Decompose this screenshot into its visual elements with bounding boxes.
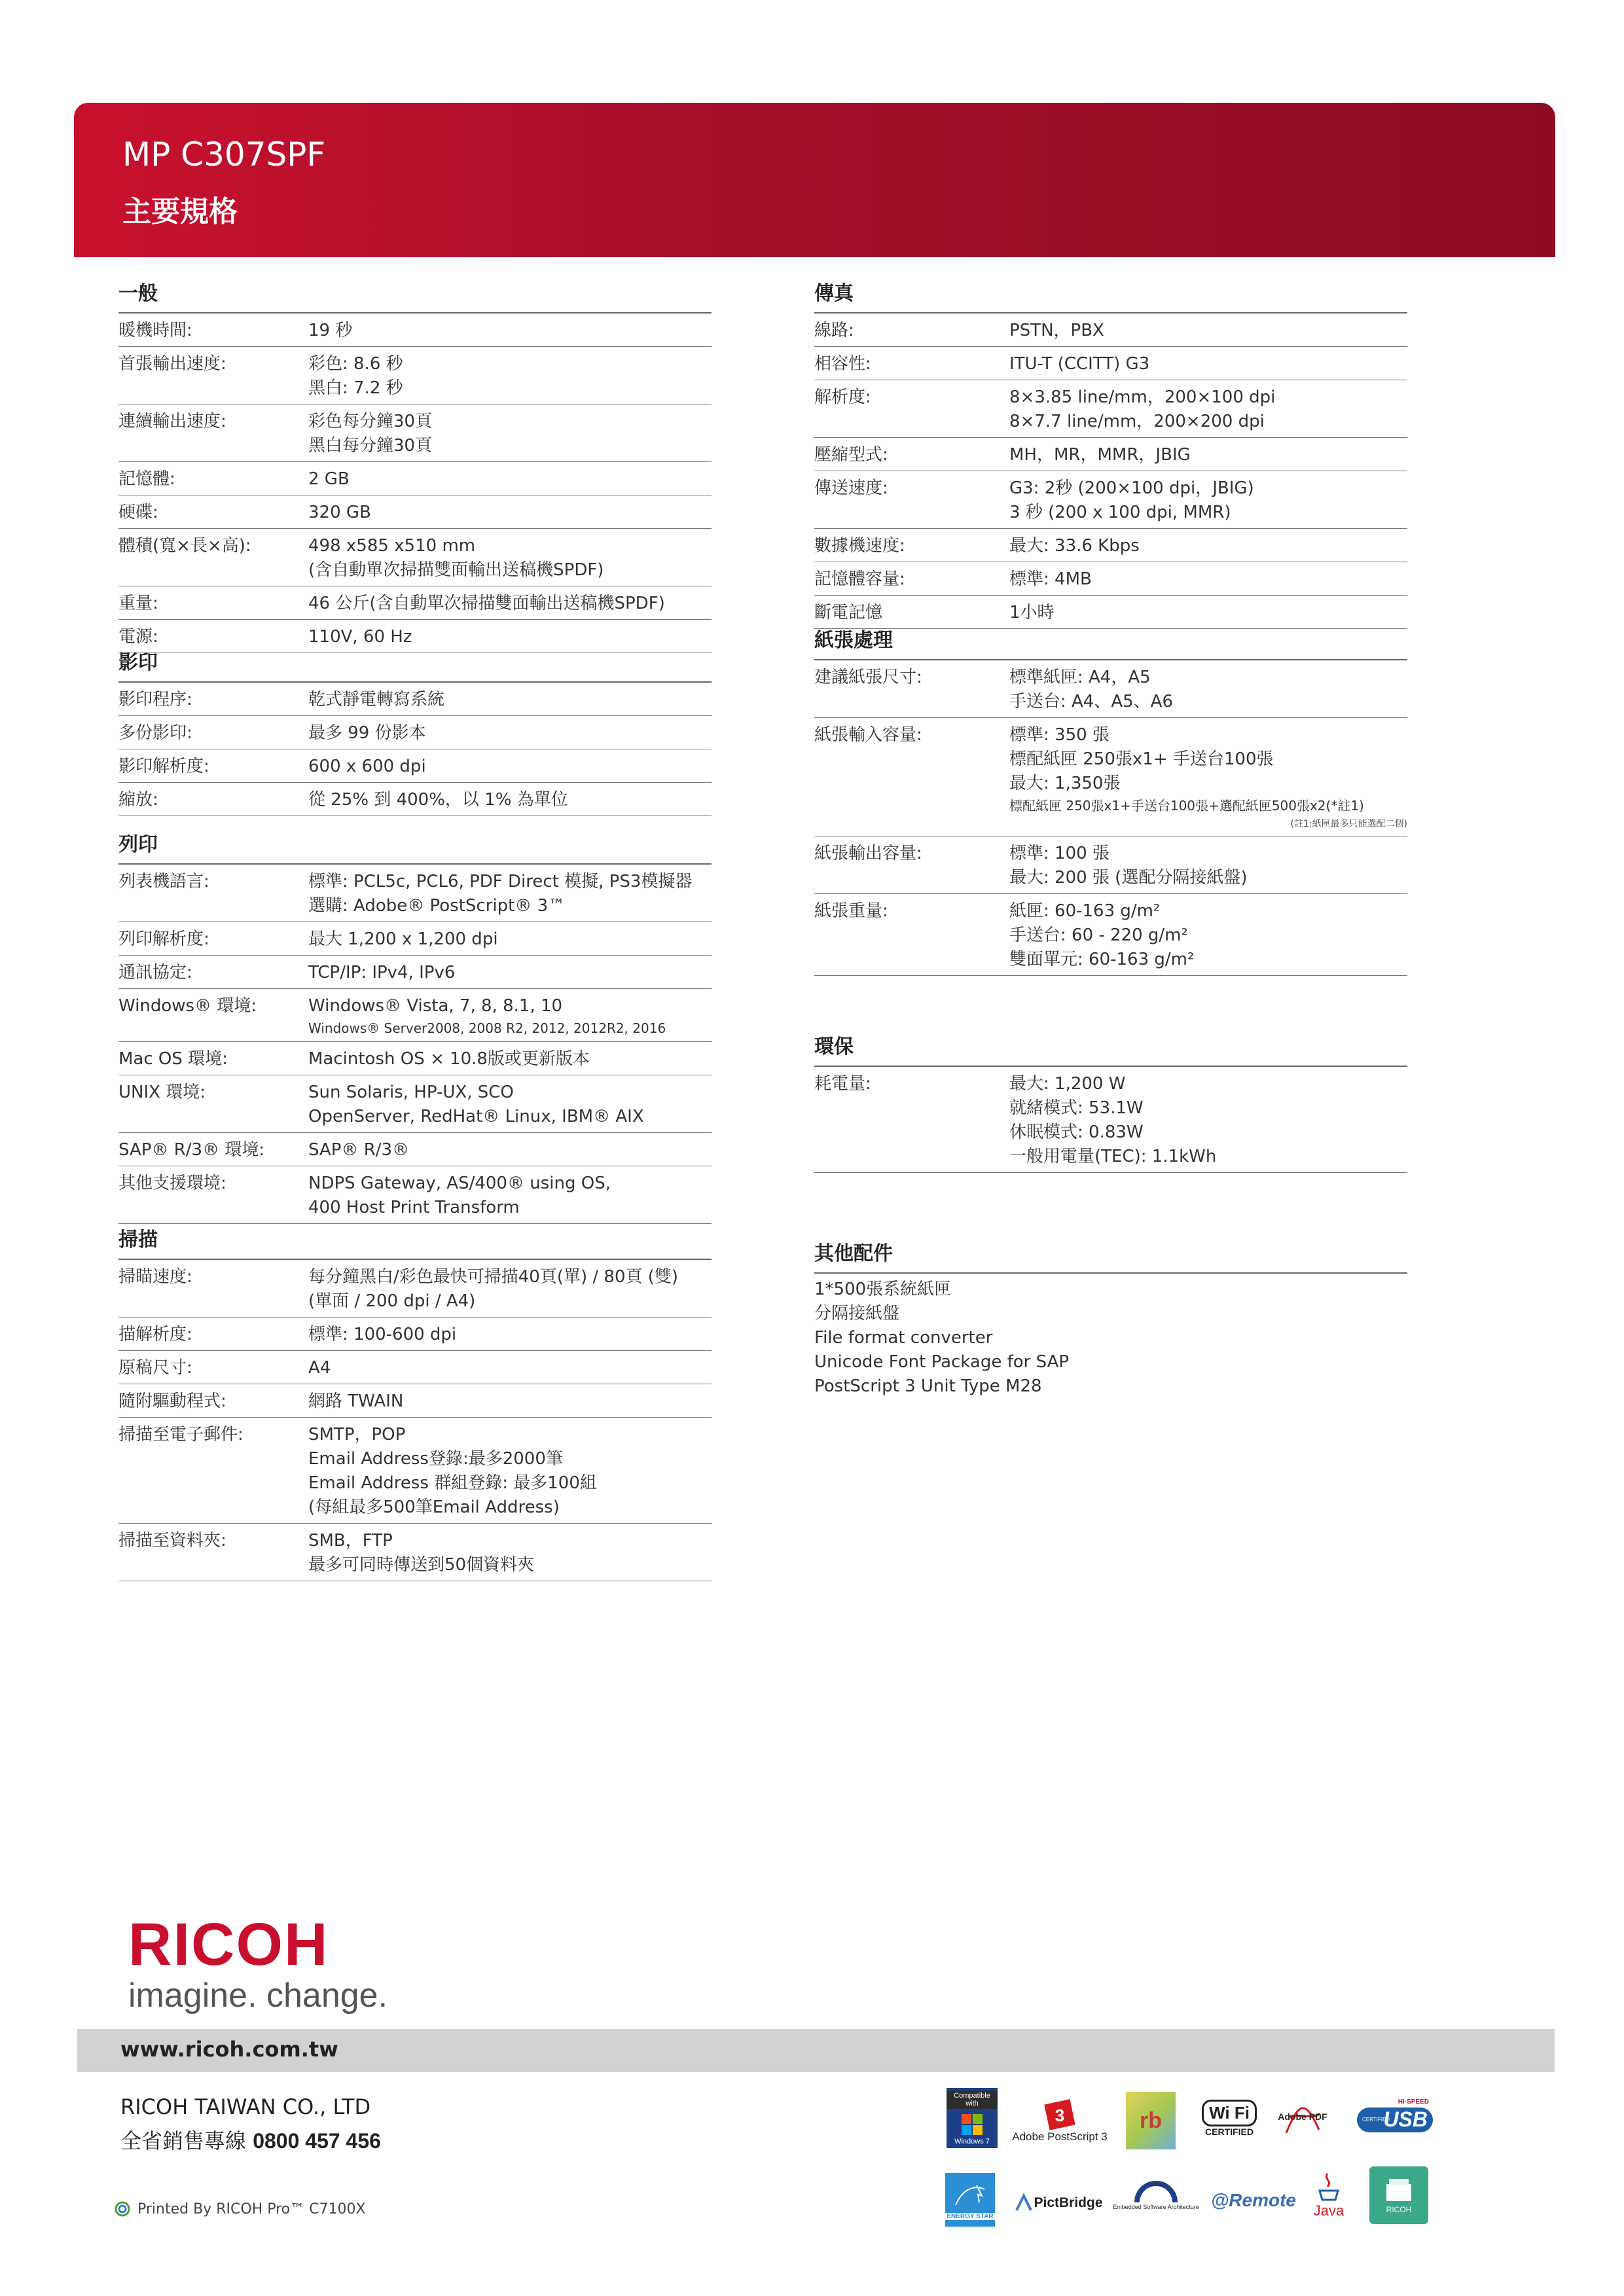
spec-label: 描解析度: <box>118 1325 192 1344</box>
spec-value: 最多 99 份影本 <box>308 723 426 743</box>
spec-values <box>1009 1072 1407 1169</box>
spec-value: 休眠模式: 0.83W <box>1009 1122 1144 1142</box>
spec-row <box>814 660 1407 718</box>
spec-row <box>118 683 712 716</box>
spec-row <box>118 314 712 347</box>
brand-wordmark: RICOH <box>128 1911 329 1978</box>
spec-row <box>118 716 712 749</box>
spec-value: Windows® Vista, 7, 8, 8.1, 10 <box>308 996 563 1016</box>
spec-values <box>308 755 712 779</box>
spec-label: Windows® 環境: <box>118 996 257 1016</box>
spec-row <box>118 749 712 783</box>
ricoh-logo <box>128 1911 388 2015</box>
hi-speed-usb-logo: HI-SPEED CERTIFIED USB <box>1357 2098 1433 2139</box>
spec-value: 最大: 33.6 Kbps <box>1009 536 1140 556</box>
at-remote-logo: @Remote <box>1211 2190 1296 2210</box>
svg-text:3: 3 <box>1055 2106 1065 2125</box>
spec-row <box>118 956 712 989</box>
spec-values <box>1009 601 1407 625</box>
spec-row <box>814 894 1407 976</box>
spec-label: 線路: <box>814 321 854 340</box>
spec-row <box>118 1166 712 1224</box>
spec-value: (每組最多500筆Email Address) <box>308 1498 560 1517</box>
spec-row <box>814 347 1407 380</box>
spec-value: ITU-T (CCITT) G3 <box>1009 354 1150 374</box>
spec-label: 首張輸出速度: <box>118 354 226 374</box>
spec-value: OpenServer, RedHat® Linux, IBM® AIX <box>308 1107 644 1126</box>
company-name: RICOH TAIWAN CO., LTD <box>120 2094 371 2119</box>
spec-row <box>118 1075 712 1133</box>
spec-value: 標準: 100 張 <box>1009 844 1110 863</box>
section-scan <box>118 1223 712 1581</box>
spec-row <box>814 438 1407 471</box>
spec-label: UNIX 環境: <box>118 1083 206 1102</box>
spec-label: 通訊協定: <box>118 963 192 982</box>
spec-row <box>118 1133 712 1166</box>
spec-value: 498 x585 x510 mm <box>308 536 476 556</box>
java-logo: Java <box>1310 2165 1347 2225</box>
spec-values <box>308 1323 712 1347</box>
spec-label: 掃描至電子郵件: <box>118 1425 244 1444</box>
spec-values <box>308 1529 712 1577</box>
spec-value: 紙匣: 60-163 g/m² <box>1009 901 1161 921</box>
spec-row <box>118 922 712 956</box>
printed-by-text: Printed By RICOH Pro™ C7100X <box>137 2200 366 2217</box>
section-general <box>118 277 712 653</box>
spec-row <box>814 529 1407 562</box>
spec-label: 電源: <box>118 627 158 647</box>
spec-row <box>118 586 712 620</box>
spec-value: 彩色每分鐘30頁 <box>308 412 433 431</box>
options-list <box>814 1274 1407 1399</box>
spec-value: 選購: Adobe® PostScript® 3™ <box>308 896 566 916</box>
spec-value: 2 GB <box>308 469 350 489</box>
spec-value: 3 秒 (200 x 100 dpi, MMR) <box>1009 503 1231 522</box>
spec-row <box>814 314 1407 347</box>
spec-value: PSTN，PBX <box>1009 321 1104 340</box>
brand-tagline: imagine. change. <box>128 1977 388 2015</box>
model-name: MP C307SPF <box>122 135 326 173</box>
spec-values <box>308 534 712 583</box>
spec-value: 46 公斤(含自動單次掃描雙面輸出送稿機SPDF) <box>308 594 665 613</box>
spec-label: 重量: <box>118 594 158 613</box>
spec-value: 最大: 1,200 W <box>1009 1074 1126 1094</box>
spec-values <box>1009 443 1407 467</box>
spec-value: 320 GB <box>308 503 371 522</box>
spec-row <box>118 529 712 586</box>
spec-row <box>118 989 712 1042</box>
spec-value: 最大 1,200 x 1,200 dpi <box>308 929 498 949</box>
section-title: 一般 <box>118 277 712 314</box>
spec-value: NDPS Gateway, AS/400® using OS, <box>308 1174 611 1193</box>
spec-value-detail: 標配紙匣 250張x1+手送台100張+選配紙匣500張x2(*註1) <box>1009 798 1364 814</box>
windows7-logo: Compatible with Windows 7 <box>947 2088 998 2148</box>
spec-value: MH，MR，MMR，JBIG <box>1009 445 1191 465</box>
section-title: 掃描 <box>118 1223 712 1260</box>
spec-values <box>1009 352 1407 376</box>
spec-label: 影印程序: <box>118 690 192 709</box>
spec-values <box>308 352 712 401</box>
spec-values <box>308 721 712 745</box>
spec-values <box>1009 386 1407 434</box>
spec-label: 體積(寬×長×高): <box>118 536 251 556</box>
option-item: 1*500張系統紙匣 <box>814 1280 952 1299</box>
spec-row <box>118 783 712 816</box>
spec-label: 掃瞄速度: <box>118 1267 192 1287</box>
spec-value: 最多可同時傳送到50個資料夾 <box>308 1555 535 1575</box>
spec-label: 列印解析度: <box>118 929 209 949</box>
wifi-certified-logo: Wi Fi CERTIFIED <box>1200 2097 1259 2139</box>
spec-value: 8×3.85 line/mm，200×100 dpi <box>1009 387 1276 407</box>
spec-value: 標配紙匣 250張x1+ 手送台100張 <box>1009 749 1274 769</box>
spec-label: 硬碟: <box>118 503 158 522</box>
spec-value: 600 x 600 dpi <box>308 757 426 776</box>
spec-values <box>308 410 712 458</box>
spec-row <box>118 1524 712 1581</box>
spec-value: A4 <box>308 1358 331 1378</box>
section-copy <box>118 646 712 816</box>
spec-values <box>308 1265 712 1314</box>
spec-value: 標準紙匣: A4，A5 <box>1009 668 1151 687</box>
spec-value: Email Address登錄:最多2000筆 <box>308 1449 563 1469</box>
pictbridge-icon <box>1014 2193 1034 2213</box>
energy-star-logo: ENERGY STAR <box>945 2173 995 2227</box>
spec-value: TCP/IP: IPv4, IPv6 <box>308 963 456 982</box>
printed-by <box>114 2200 366 2217</box>
spec-values <box>1009 567 1407 592</box>
spec-label: 相容性: <box>814 354 871 374</box>
option-item: Unicode Font Package for SAP <box>814 1352 1070 1372</box>
spec-value: Email Address 群組登錄: 最多100組 <box>308 1473 597 1493</box>
spec-values <box>1009 723 1407 833</box>
spec-footnote: (註1:紙匣最多只能選配二個) <box>1290 819 1407 829</box>
spec-row <box>814 718 1407 836</box>
spec-row <box>118 347 712 404</box>
spec-row <box>118 495 712 529</box>
spec-values <box>308 788 712 812</box>
spec-label: 斷電記憶 <box>814 603 883 622</box>
spec-value: 標準: 350 張 <box>1009 725 1110 745</box>
spec-value: 1小時 <box>1009 603 1055 622</box>
postscript-mark-icon <box>1040 2098 1079 2130</box>
spec-value: 標準: PCL5c, PCL6, PDF Direct 模擬, PS3模擬器 <box>308 872 693 891</box>
spec-value: 每分鐘黑白/彩色最快可掃描40頁(單) / 80頁 (雙) <box>308 1267 679 1287</box>
spec-value-detail: Windows® Server2008, 2008 R2, 2012, 2012R2, 2016 <box>308 1020 666 1036</box>
spec-label: 其他支援環境: <box>118 1174 226 1193</box>
spec-values <box>308 1172 712 1220</box>
section-title: 紙張處理 <box>814 624 1407 660</box>
spec-row <box>118 1418 712 1524</box>
spec-value: 19 秒 <box>308 321 353 340</box>
spec-values <box>308 961 712 985</box>
spec-values <box>1009 534 1407 558</box>
spec-row <box>814 562 1407 596</box>
section-title: 其他配件 <box>814 1237 1407 1274</box>
spec-values <box>308 319 712 343</box>
spec-label: 縮放: <box>118 790 158 810</box>
spec-values <box>308 592 712 616</box>
option-item: File format converter <box>814 1328 993 1348</box>
spec-value: 手送台: A4、A5、A6 <box>1009 692 1174 711</box>
spec-value: 手送台: 60 - 220 g/m² <box>1009 925 1188 945</box>
spec-label: 掃描至資料夾: <box>118 1531 226 1551</box>
spec-values <box>308 1423 712 1520</box>
spec-label: 壓縮型式: <box>814 445 888 465</box>
spec-values <box>308 467 712 492</box>
spec-values <box>308 1356 712 1380</box>
spec-row <box>814 836 1407 894</box>
spec-row <box>814 1067 1407 1173</box>
spec-value: (單面 / 200 dpi / A4) <box>308 1291 476 1311</box>
spec-label: Mac OS 環境: <box>118 1049 228 1069</box>
website-url[interactable]: www.ricoh.com.tw <box>120 2037 338 2062</box>
spec-label: 紙張輸入容量: <box>814 725 922 745</box>
spec-values <box>308 1390 712 1414</box>
adobe-postscript3-logo: 3 Adobe PostScript 3 <box>1012 2092 1108 2149</box>
spec-values <box>308 994 712 1038</box>
spec-row <box>118 1384 712 1418</box>
java-cup-icon <box>1316 2171 1342 2202</box>
spec-label: 影印解析度: <box>118 757 209 776</box>
spec-value: 標準: 100-600 dpi <box>308 1325 457 1344</box>
spec-value: 黑白: 7.2 秒 <box>308 378 403 398</box>
spec-values <box>308 1081 712 1129</box>
spec-label: 紙張重量: <box>814 901 888 921</box>
spec-value: 8×7.7 line/mm，200×200 dpi <box>1009 412 1265 431</box>
spec-value: 從 25% 到 400%，以 1% 為單位 <box>308 790 568 810</box>
spec-label: 紙張輸出容量: <box>814 844 922 863</box>
spec-row <box>118 1318 712 1351</box>
spec-row <box>814 471 1407 529</box>
spec-row <box>118 1260 712 1318</box>
page-subtitle: 主要規格 <box>122 195 238 228</box>
section-paper-handling <box>814 624 1407 976</box>
rb-logo: rb <box>1126 2092 1176 2149</box>
esa-arc-icon <box>1133 2180 1179 2204</box>
spec-value: 一般用電量(TEC): 1.1kWh <box>1009 1147 1217 1166</box>
hotline-label: 全省銷售專線 <box>120 2128 247 2153</box>
spec-values <box>1009 319 1407 343</box>
spec-label: 傳送速度: <box>814 478 888 498</box>
section-title: 影印 <box>118 646 712 683</box>
hotline-number: 0800 457 456 <box>253 2129 381 2153</box>
spec-values <box>308 870 712 918</box>
header-banner <box>74 103 1555 257</box>
section-title: 傳真 <box>814 277 1407 314</box>
spec-values <box>1009 476 1407 525</box>
spec-values <box>308 927 712 952</box>
spec-value: G3: 2秒 (200×100 dpi，JBIG) <box>1009 478 1254 498</box>
spec-value: 雙面單元: 60-163 g/m² <box>1009 950 1195 969</box>
spec-label: 記憶體: <box>118 469 175 489</box>
windows-flag-icon <box>960 2113 984 2136</box>
spec-row <box>118 462 712 495</box>
spec-values <box>1009 666 1407 714</box>
esa-logo: Embedded Software Architecture <box>1108 2172 1204 2219</box>
spec-row <box>118 404 712 462</box>
spec-value: 標準: 4MB <box>1009 569 1092 589</box>
spec-value: 400 Host Print Transform <box>308 1198 520 1217</box>
spec-value: Sun Solaris, HP-UX, SCO <box>308 1083 514 1102</box>
spec-value: SMB，FTP <box>308 1531 393 1551</box>
spec-value: 黑白每分鐘30頁 <box>308 436 433 456</box>
spec-value: 110V, 60 Hz <box>308 627 412 647</box>
spec-row <box>118 865 712 922</box>
spec-values <box>1009 899 1407 972</box>
spec-label: 解析度: <box>814 387 871 407</box>
spec-label: 數據機速度: <box>814 536 905 556</box>
energy-star-icon <box>950 2180 990 2213</box>
section-title: 列印 <box>118 828 712 865</box>
section-title: 環保 <box>814 1030 1407 1067</box>
option-item: PostScript 3 Unit Type M28 <box>814 1376 1042 1396</box>
sales-hotline <box>120 2125 381 2155</box>
spec-value: 最大: 200 張 (選配分隔接紙盤) <box>1009 868 1248 888</box>
spec-value: SMTP，POP <box>308 1425 406 1444</box>
spec-value: (含自動單次掃描雙面輸出送稿機SPDF) <box>308 560 604 580</box>
spec-values <box>1009 842 1407 890</box>
spec-label: 原稿尺寸: <box>118 1358 192 1378</box>
spec-value: 網路 TWAIN <box>308 1391 404 1411</box>
spec-value: Macintosh OS × 10.8版或更新版本 <box>308 1049 590 1069</box>
spec-value: SAP® R/3® <box>308 1140 410 1160</box>
section-print <box>118 828 712 1224</box>
spec-value: 就緒模式: 53.1W <box>1009 1098 1144 1118</box>
spec-value: 乾式靜電轉寫系統 <box>308 690 445 709</box>
spec-label: 建議紙張尺寸: <box>814 668 922 687</box>
section-fax <box>814 277 1407 629</box>
spec-values <box>308 1138 712 1162</box>
spec-label: 暖機時間: <box>118 321 192 340</box>
spec-values <box>308 688 712 712</box>
spec-value: 最大: 1,350張 <box>1009 774 1121 793</box>
spec-value: 彩色: 8.6 秒 <box>308 354 403 374</box>
option-item: 分隔接紙盤 <box>814 1304 900 1323</box>
pictbridge-logo: PictBridge <box>1009 2190 1108 2216</box>
spec-label: 連續輸出速度: <box>118 412 226 431</box>
spec-label: 多份影印: <box>118 723 192 743</box>
section-environment <box>814 1030 1407 1173</box>
spec-row <box>118 1351 712 1384</box>
mfp-device-icon <box>1382 2176 1415 2205</box>
spec-row <box>814 380 1407 438</box>
spec-values <box>308 501 712 525</box>
spec-label: 耗電量: <box>814 1074 871 1094</box>
spec-label: 記憶體容量: <box>814 569 905 589</box>
spec-label: 列表機語言: <box>118 872 209 891</box>
spec-row <box>118 1042 712 1075</box>
section-options <box>814 1237 1407 1399</box>
website-bar <box>77 2029 1555 2072</box>
spec-label: 隨附驅動程式: <box>118 1391 226 1411</box>
spec-values <box>308 1047 712 1071</box>
print-swirl-icon <box>114 2200 131 2217</box>
spec-label: SAP® R/3® 環境: <box>118 1140 265 1160</box>
adobe-pdf-logo: Adobe PDF <box>1276 2090 1329 2143</box>
ricoh-app-logo: RICOH <box>1369 2166 1428 2224</box>
